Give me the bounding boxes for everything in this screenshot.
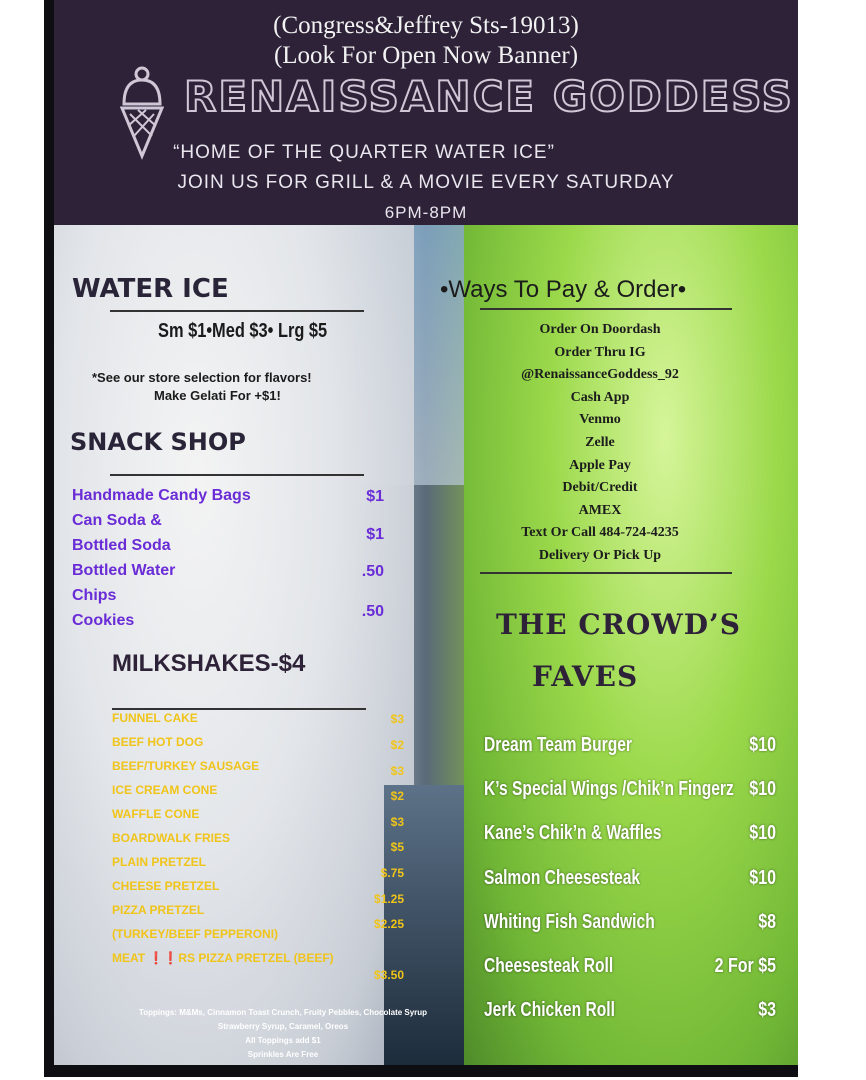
- fave-item-name: Salmon Cheesesteak: [484, 866, 641, 889]
- menu-item-price: $3.50: [373, 968, 404, 982]
- pay-method: Zelle: [585, 435, 615, 450]
- fave-item-price: $10: [749, 778, 776, 801]
- snack-item-name: Can Soda &: [72, 512, 162, 529]
- menu-item-name: BEEF/TURKEY SAUSAGE: [112, 759, 260, 773]
- fave-item-name: Dream Team Burger: [484, 734, 632, 756]
- toppings-line: All Toppings add $1: [245, 1036, 321, 1045]
- fave-item-price: $8: [758, 910, 776, 933]
- fave-item-price: 2 For $5: [714, 955, 776, 977]
- pay-method: Text Or Call 484-724-4235: [521, 525, 679, 541]
- toppings-note: [110, 1006, 456, 1062]
- snack-item-name: Chips: [72, 587, 117, 604]
- pay-method: Order On Doordash: [539, 322, 661, 337]
- fave-item-price: $10: [749, 866, 776, 889]
- menu-item-price: $3: [390, 815, 404, 829]
- pay-method: @RenaissanceGoddess_92: [521, 367, 679, 383]
- menu-item-name: PIZZA PRETZEL: [112, 903, 205, 917]
- brand-name: RENAISSANCE GODDESS: [184, 72, 794, 121]
- menu-item-price: $3: [390, 712, 404, 726]
- menu-item-name: CHEESE PRETZEL: [112, 879, 220, 893]
- menu-item-price: $2: [390, 789, 404, 803]
- address-line: (Congress&Jeffrey Sts-19013): [273, 12, 579, 39]
- fave-item-name: K’s Special Wings /Chik’n Fingerz: [484, 778, 734, 801]
- menu-item-name: (TURKEY/BEEF PEPPERONI): [112, 927, 279, 941]
- menu-item-price: $3: [390, 764, 404, 778]
- toppings-line: Strawberry Syrup, Caramel, Oreos: [217, 1022, 349, 1031]
- flavor-note: *See our store selection for flavors!: [92, 370, 312, 385]
- banner-note: (Look For Open Now Banner): [273, 42, 579, 69]
- milkshakes-title: MILKSHAKES-$4: [112, 650, 306, 677]
- divider: [110, 310, 364, 312]
- divider: [480, 572, 732, 574]
- faves-title-2: FAVES: [532, 660, 639, 693]
- menu-item-name: ICE CREAM CONE: [112, 783, 218, 797]
- pay-order-title: •Ways To Pay & Order•: [440, 276, 687, 303]
- menu-item-name: PLAIN PRETZEL: [112, 855, 207, 869]
- menu-item-name: BEEF HOT DOG: [112, 735, 204, 749]
- menu-item-name: BOARDWALK FRIES: [112, 831, 230, 845]
- gelati-note: Make Gelati For +$1!: [154, 388, 281, 403]
- fave-item-name: Whiting Fish Sandwich: [484, 910, 655, 933]
- event-line: JOIN US FOR GRILL & A MOVIE EVERY SATURDAY: [177, 172, 675, 193]
- divider: [480, 308, 732, 310]
- fave-item-name: Kane’s Chik’n & Waffles: [484, 822, 662, 845]
- menu-item-price: $2: [390, 738, 404, 752]
- menu-item-name: FUNNEL CAKE: [112, 711, 198, 725]
- water-ice-title: WATER ICE: [72, 274, 229, 304]
- menu-item-price: $5: [390, 840, 404, 854]
- pay-method: Order Thru IG: [554, 344, 646, 360]
- menu-item-price: $1.25: [373, 892, 404, 906]
- fave-item-price: $10: [749, 734, 776, 756]
- snack-item-name: Handmade Candy Bags: [72, 487, 251, 504]
- snack-item-price: .50: [361, 563, 384, 580]
- fave-item-price: $3: [758, 999, 776, 1022]
- water-ice-sizes: Sm $1•Med $3• Lrg $5: [158, 320, 328, 342]
- pay-method: Debit/Credit: [562, 480, 638, 496]
- fave-item-price: $10: [749, 822, 776, 845]
- snack-shop-title: SNACK SHOP: [70, 428, 246, 456]
- snack-item-name: Bottled Water: [72, 562, 176, 579]
- pay-method: Cash App: [570, 389, 630, 405]
- pay-method: Venmo: [579, 412, 621, 428]
- fave-item-name: Jerk Chicken Roll: [484, 999, 615, 1022]
- faves-title: THE CROWD’S: [496, 608, 742, 641]
- fave-item-name: Cheesesteak Roll: [484, 955, 614, 977]
- menu-item-price: $.75: [380, 866, 404, 880]
- snack-item-price: $1: [366, 526, 384, 543]
- toppings-line: Toppings: M&Ms, Cinnamon Toast Crunch, Fruity Pebbles, Chocolate Syrup: [138, 1008, 428, 1017]
- divider: [110, 474, 364, 476]
- pay-method: AMEX: [578, 502, 622, 518]
- poster-header: [54, 0, 798, 225]
- snack-item-price: .50: [361, 603, 384, 620]
- event-time: 6PM-8PM: [384, 203, 468, 222]
- snack-item-name: Bottled Soda: [72, 537, 171, 554]
- snack-item-name: Cookies: [72, 612, 135, 629]
- pay-method: Delivery Or Pick Up: [538, 548, 662, 563]
- divider: [112, 708, 366, 710]
- pay-method: Apple Pay: [569, 457, 631, 473]
- menu-item-name: WAFFLE CONE: [112, 807, 200, 821]
- menu-item-name: MEAT ❗❗RS PIZZA PRETZEL (BEEF): [112, 951, 334, 965]
- toppings-line: Sprinkles Are Free: [247, 1050, 319, 1059]
- snack-item-price: $1: [366, 488, 384, 505]
- menu-item-price: $2.25: [373, 917, 404, 931]
- tagline: “HOME OF THE QUARTER WATER ICE”: [173, 142, 555, 163]
